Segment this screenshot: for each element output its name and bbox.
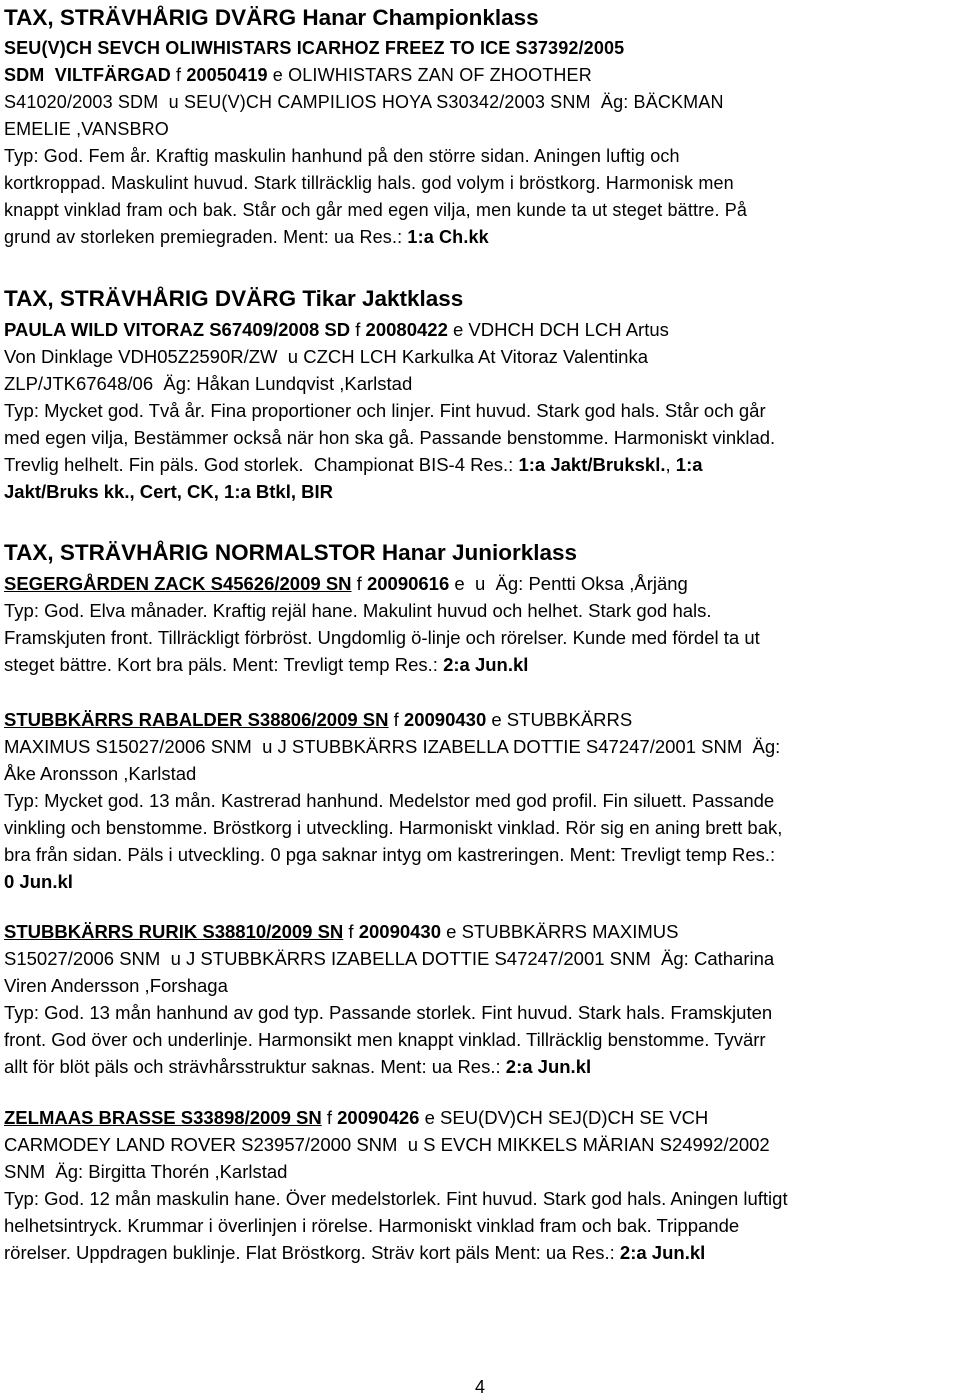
text-line [4,733,956,760]
text-line [4,868,956,895]
bold-text: Jakt/Bruks kk. [4,481,130,502]
text-line [4,597,956,624]
text-segment: med egen vilja, Bestämmer också när hon ska gå. Passande benstomme. Harmoniskt vinklad. [4,427,776,448]
text-line [4,224,956,251]
text-segment: e VDHCH DCH LCH Artus [447,319,669,340]
section [4,539,956,678]
bold-text: ZELMAAS BRASSE S33898/2009 SN [4,1107,322,1128]
bold-text: SDM VILTFÄRGAD [4,65,171,85]
text-segment: Typ: God. Elva månader. Kraftig rejäl hane. Makulint huvud och helhet. Stark god hals. [4,600,712,621]
text-line [4,370,956,397]
text-line [4,972,956,999]
text-line [4,570,956,597]
text-segment: SNM Äg: Birgitta Thorén ,Karlstad [4,1161,288,1182]
section [4,1104,956,1266]
section-heading: TAX, STRÄVHÅRIG DVÄRG Tikar Jaktklass [4,286,464,311]
bold-text: STUBBKÄRRS RURIK S38810/2009 SN [4,921,344,942]
text-segment: e OLIWHISTARS ZAN OF ZHOOTHER [267,65,592,85]
bold-text: SEGERGÅRDEN ZACK S45626/2009 SN [4,573,352,594]
text-line [4,478,956,505]
section [4,918,956,1080]
bold-text: 20080422 [365,319,448,340]
bold-text: 1:a [675,454,703,475]
bold-text: 20090616 [366,573,450,594]
text-line [4,424,956,451]
bold-text: 1:a Ch.kk [407,227,489,247]
text-segment: CARMODEY LAND ROVER S23957/2000 SNM u S EVCH MIKKELS MÄRIAN S24992/2002 [4,1134,770,1155]
section [4,706,956,895]
text-line [4,397,956,424]
text-segment: S15027/2006 SNM u J STUBBKÄRRS IZABELLA DOTTIE S47247/2001 SNM Äg: Catharina [4,948,775,969]
text-segment: Typ: Mycket god. Två år. Fina proportioner och linjer. Fint huvud. Stark god hals. Står och går [4,400,766,421]
text-line [4,760,956,787]
text-line [4,1026,956,1053]
text-segment: f [388,709,404,730]
text-segment: e STUBBKÄRRS [486,709,633,730]
bold-text: 20050419 [186,65,268,85]
bold-text: STUBBKÄRRS RABALDER S38806/2009 SN [4,709,389,730]
text-segment: f [321,1107,338,1128]
text-segment: Von Dinklage VDH05Z2590R/ZW u CZCH LCH Karkulka At Vitoraz Valentinka [4,346,649,367]
text-line [4,706,956,733]
text-segment: Typ: God. 13 mån hanhund av god typ. Passande storlek. Fint huvud. Stark hals. Framskjuten [4,1002,773,1023]
section [4,285,956,505]
text-segment: rörelser. Uppdragen buklinje. Flat Bröstkorg. Sträv kort päls Ment: ua Res.: [4,1242,620,1263]
page-number: 4 [474,1377,485,1397]
bold-text: PAULA WILD VITORAZ S67409/2008 SD [4,319,351,340]
text-line [4,1185,956,1212]
text-segment: S41020/2003 SDM u SEU(V)CH CAMPILIOS HOYA S30342/2003 SNM Äg: BÄCKMAN [4,92,724,112]
text-line [4,918,956,945]
section-heading: TAX, STRÄVHÅRIG DVÄRG Hanar Championklass [4,5,539,30]
text-line [4,841,956,868]
text-line [4,62,956,89]
bold-text: 20090430 [358,921,442,942]
text-line [4,143,956,170]
text-line [4,945,956,972]
text-line [4,89,956,116]
bold-text: 20090426 [337,1107,420,1128]
text-segment: Trevlig helhelt. Fin päls. God storlek. Championat BIS-4 Res.: [4,454,519,475]
text-line [4,1104,956,1131]
text-segment: steget bättre. Kort bra päls. Ment: Trevligt temp Res.: [4,654,444,675]
text-line [4,1212,956,1239]
text-line [4,116,956,143]
text-line [4,999,956,1026]
text-segment: Viren Andersson ,Forshaga [4,975,228,996]
text-line [4,343,956,370]
text-line [4,1158,956,1185]
section-heading: TAX, STRÄVHÅRIG NORMALSTOR Hanar Juniorklass [4,540,578,565]
text-segment: kortkroppad. Maskulint huvud. Stark tillräcklig hals. god volym i bröstkorg. Harmonisk men [4,173,734,193]
text-segment: vinkling och benstomme. Bröstkorg i utveckling. Harmoniskt vinklad. Rör sig en aning brett bak, [4,817,783,838]
bold-text: 0 Jun.kl [4,871,73,892]
bold-text: 1:a Jakt/Brukskl. [518,454,666,475]
text-segment: Typ: God. Fem år. Kraftig maskulin hanhund på den större sidan. Aningen luftig och [4,146,680,166]
text-segment: bra från sidan. Päls i utveckling. 0 pga saknar intyg om kastreringen. Ment: Trevligt temp Res.: [4,844,776,865]
text-segment: knappt vinklad fram och bak. Står och går med egen vilja, men kunde ta ut steget bättre. På [4,200,748,220]
text-segment: grund av storleken premiegraden. Ment: ua Res.: [4,227,408,247]
text-line [4,451,956,478]
text-segment: f [351,573,367,594]
text-line [4,1131,956,1158]
bold-text: SEU(V)CH SEVCH OLIWHISTARS ICARHOZ FREEZ TO ICE S37392/2005 [4,38,625,58]
text-segment: f [343,921,359,942]
text-segment: ZLP/JTK67648/06 Äg: Håkan Lundqvist ,Karlstad [4,373,413,394]
bold-text: 2:a Jun.kl [619,1242,706,1263]
text-line [4,651,956,678]
text-line [4,1053,956,1080]
bold-text: 2:a Jun.kl [505,1056,592,1077]
text-segment: front. God över och underlinje. Harmonsikt men knappt vinklad. Tillräcklig benstomme. Tyvärr [4,1029,766,1050]
text-line [4,35,956,62]
bold-text: 20090430 [403,709,487,730]
bold-text: 2:a Jun.kl [443,654,529,675]
text-segment: Typ: Mycket god. 13 mån. Kastrerad hanhund. Medelstor med god profil. Fin siluett. Passande [4,790,775,811]
text-line [4,787,956,814]
text-segment: e SEU(DV)CH SEJ(D)CH SE VCH [419,1107,709,1128]
text-segment: MAXIMUS S15027/2006 SNM u J STUBBKÄRRS IZABELLA DOTTIE S47247/2001 SNM Äg: [4,736,781,757]
text-segment: f [350,319,366,340]
text-line [4,814,956,841]
text-segment: Framskjuten front. Tillräckligt förbröst. Ungdomlig ö-linje och rörelser. Kunde med fördel ta ut [4,627,760,648]
text-segment: EMELIE ,VANSBRO [4,119,169,139]
bold-text: , Cert, CK, 1:a Btkl, BIR [129,481,334,502]
text-segment: helhetsintryck. Krummar i överlinjen i rörelse. Harmoniskt vinklad fram och bak. Trippande [4,1215,740,1236]
text-line [4,1239,956,1266]
section [4,4,956,251]
text-segment: f [170,65,187,85]
text-segment: , [665,454,676,475]
text-line [4,316,956,343]
text-segment: e STUBBKÄRRS MAXIMUS [441,921,679,942]
text-line [4,170,956,197]
text-segment: Typ: God. 12 mån maskulin hane. Över medelstorlek. Fint huvud. Stark god hals. Aningen luftigt [4,1188,788,1209]
text-segment: Åke Aronsson ,Karlstad [4,763,197,784]
text-segment: e u Äg: Pentti Oksa ,Årjäng [449,573,688,594]
text-line [4,197,956,224]
text-line [4,624,956,651]
text-segment: allt för blöt päls och strävhårsstruktur saknas. Ment: ua Res.: [4,1056,506,1077]
